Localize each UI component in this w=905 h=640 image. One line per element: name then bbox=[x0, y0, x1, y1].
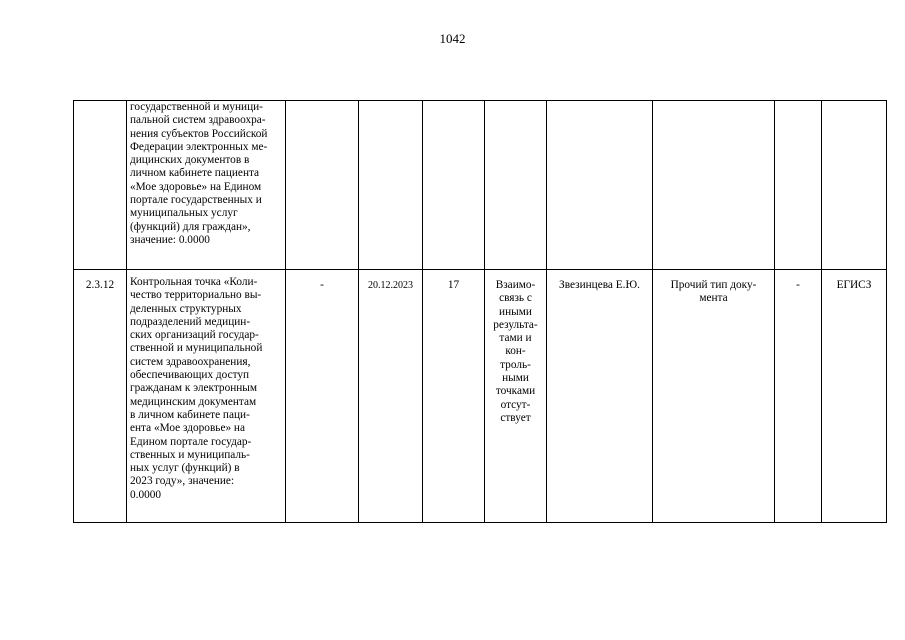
cell-number: 17 bbox=[423, 270, 485, 523]
description-line: Контрольная точка «Коли- bbox=[130, 276, 258, 288]
cell-description bbox=[127, 270, 286, 523]
description-line: Едином портале государ- bbox=[130, 435, 252, 448]
cell-empty bbox=[547, 101, 653, 270]
relation-line: результа- bbox=[493, 318, 538, 331]
description-line: (функций) для граждан», bbox=[130, 220, 251, 233]
table-row bbox=[74, 270, 887, 523]
description-line: гражданам к электронным bbox=[130, 382, 258, 395]
page-number: 1042 bbox=[439, 31, 466, 46]
relation-line: тами и bbox=[499, 332, 532, 345]
cell-num: 2.3.12 bbox=[74, 270, 127, 523]
cell-empty bbox=[286, 101, 359, 270]
description-line: ственной и муниципальной bbox=[130, 342, 263, 355]
description-line: чество территориально вы- bbox=[130, 289, 262, 302]
cell-dash: - bbox=[286, 270, 359, 523]
description-line: в личном кабинете паци- bbox=[130, 408, 250, 421]
description-line: ских организаций государ- bbox=[130, 329, 259, 342]
cell-relation bbox=[485, 270, 547, 523]
cell-empty bbox=[485, 101, 547, 270]
description-line: государственной и муници- bbox=[130, 101, 263, 113]
relation-line: точками bbox=[495, 385, 536, 398]
description-line: 2023 году», значение: bbox=[130, 475, 235, 488]
cell-system: ЕГИСЗ bbox=[822, 270, 887, 523]
description-line: ственных и муниципаль- bbox=[130, 448, 250, 461]
cell-date: 20.12.2023 bbox=[359, 270, 423, 523]
description-line: медицинским документам bbox=[130, 395, 257, 408]
cell-empty bbox=[423, 101, 485, 270]
description-line: Федерации электронных ме- bbox=[130, 140, 268, 153]
description-line: деленных структурных bbox=[130, 302, 242, 315]
cell-description bbox=[127, 101, 286, 270]
doc-type-line: Прочий тип доку- bbox=[670, 279, 757, 291]
description-line: ента «Мое здоровье» на bbox=[130, 422, 245, 435]
cell-empty bbox=[653, 101, 775, 270]
document-table bbox=[73, 100, 887, 523]
cell-dash: - bbox=[775, 270, 822, 523]
description-line: подразделений медицин- bbox=[130, 315, 251, 328]
description-line: личном кабинете пациента bbox=[130, 167, 260, 180]
description-line: обеспечивающих доступ bbox=[130, 369, 250, 382]
doc-type-line: мента bbox=[699, 292, 728, 305]
description-line: ных услуг (функций) в bbox=[130, 462, 240, 475]
description-line: портале государственных и bbox=[130, 194, 262, 207]
table-row bbox=[74, 101, 887, 270]
relation-line: связь с bbox=[499, 292, 532, 305]
cell-empty bbox=[775, 101, 822, 270]
relation-line: кон- bbox=[505, 345, 526, 358]
description-line: нения субъектов Российской bbox=[130, 127, 268, 140]
relation-line: ствует bbox=[500, 411, 531, 424]
description-line: пальной систем здравоохра- bbox=[130, 114, 266, 127]
cell-empty bbox=[359, 101, 423, 270]
cell-num bbox=[74, 101, 127, 270]
cell-responsible: Звезинцева Е.Ю. bbox=[547, 270, 653, 523]
relation-line: иными bbox=[499, 305, 532, 318]
relation-line: троль- bbox=[500, 358, 531, 371]
description-line: 0.0000 bbox=[130, 488, 162, 501]
relation-line: ными bbox=[502, 372, 529, 385]
cell-doc-type bbox=[653, 270, 775, 523]
relation-line: Взаимо- bbox=[495, 279, 536, 291]
description-line: систем здравоохранения, bbox=[130, 355, 251, 368]
description-line: дицинских документов в bbox=[130, 154, 250, 167]
description-line: «Мое здоровье» на Едином bbox=[130, 180, 262, 193]
cell-empty bbox=[822, 101, 887, 270]
description-line: муниципальных услуг bbox=[130, 207, 238, 220]
relation-line: отсут- bbox=[500, 398, 531, 411]
description-line: значение: 0.0000 bbox=[130, 233, 210, 246]
